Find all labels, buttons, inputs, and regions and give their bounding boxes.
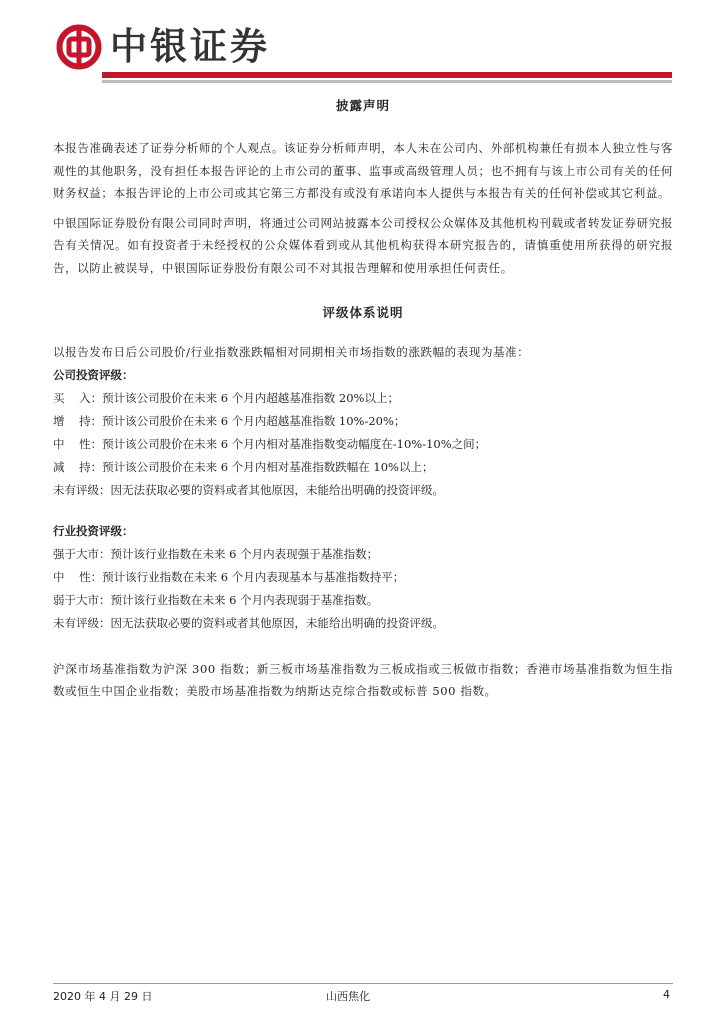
rating-label: 减 持： <box>53 459 103 474</box>
rating-intro: 以报告发布日后公司股价/行业指数涨跌幅相对同期相关市场指数的涨跌幅的表现为基准： <box>53 345 530 359</box>
header-rule-grey <box>102 80 672 83</box>
rating-title: 评级体系说明 <box>322 305 404 320</box>
footer-company: 山西焦化 <box>326 990 370 1003</box>
page-number: 4 <box>663 988 670 1001</box>
rating-text: 预计该公司股价在未来 6 个月内相对基准指数跌幅在 10%以上； <box>102 459 434 474</box>
list-item <box>53 479 673 502</box>
rating-text: 因无法获取必要的资料或者其他原因，未能给出明确的投资评级。 <box>110 482 444 497</box>
disclosure-paragraph: 中银国际证券股份有限公司同时声明，将通过公司网站披露本公司授权公众媒体及其他机构刊载或者转发证券研究报告有关情况。如有投资者于未经授权的公众媒体看到或从其他机构获得本研究报告的，请慎重使用所获得的研究报告，以防止被误导，中银国际证券股份有限公司不对其报告理解和使用承担任何责任。 <box>53 215 673 275</box>
list-item <box>53 589 673 612</box>
company-rating-list <box>53 387 673 502</box>
company-rating-title: 公司投资评级： <box>53 367 134 382</box>
rating-label: 增 持： <box>53 413 103 428</box>
list-item <box>53 612 673 635</box>
rating-label: 弱于大市： <box>53 592 111 607</box>
list-item <box>53 456 673 479</box>
industry-rating-list <box>53 543 673 635</box>
list-item <box>53 433 673 456</box>
rating-text: 预计该行业指数在未来 6 个月内表现强于基准指数； <box>110 546 379 561</box>
rating-label: 中 性： <box>53 436 103 451</box>
rating-label: 未有评级： <box>53 482 111 497</box>
bank-of-china-logo-icon <box>56 24 102 70</box>
rating-text: 预计该公司股价在未来 6 个月内相对基准指数变动幅度在-10%-10%之间； <box>102 436 487 451</box>
list-item <box>53 543 673 566</box>
disclosure-paragraph: 本报告准确表述了证券分析师的个人观点。该证券分析师声明，本人未在公司内、外部机构兼任有损本人独立性与客观性的其他职务，没有担任本报告评论的上市公司的董事、监事或高级管理人员；也不拥有与该上市公司有关的任何财务权益；本报告评论的上市公司或其它第三方都没有或没有承诺向本人提供与本报告有关的任何补偿或其它利益。 <box>53 141 673 200</box>
main-content <box>53 96 673 703</box>
rating-text: 预计该行业指数在未来 6 个月内表现弱于基准指数。 <box>110 592 379 607</box>
page-header <box>0 0 724 90</box>
rating-label: 强于大市： <box>53 546 111 561</box>
rating-text: 预计该公司股价在未来 6 个月内超越基准指数 20%以上； <box>102 390 399 405</box>
rating-label: 中 性： <box>53 569 103 584</box>
benchmark-note: 沪深市场基准指数为沪深 300 指数；新三板市场基准指数为三板成指或三板做市指数；香港市场基准指数为恒生指数或恒生中国企业指数；美股市场基准指数为纳斯达克综合指数或标普 500 指数。 <box>53 661 673 698</box>
footer-date: 2020 年 4 月 29 日 <box>53 990 153 1003</box>
list-item <box>53 410 673 433</box>
header-rule-red <box>102 72 672 78</box>
list-item <box>53 387 673 410</box>
footer-rule <box>53 983 673 984</box>
industry-rating-title: 行业投资评级： <box>53 523 134 538</box>
rating-text: 预计该行业指数在未来 6 个月内表现基本与基准指数持平； <box>102 569 405 584</box>
rating-text: 预计该公司股价在未来 6 个月内超越基准指数 10%-20%； <box>102 413 406 428</box>
rating-label: 未有评级： <box>53 615 111 630</box>
disclosure-title: 披露声明 <box>335 98 390 113</box>
brand-name: 中银证券 <box>110 25 270 68</box>
rating-label: 买 入： <box>53 390 103 405</box>
rating-text: 因无法获取必要的资料或者其他原因，未能给出明确的投资评级。 <box>110 615 444 630</box>
list-item <box>53 566 673 589</box>
